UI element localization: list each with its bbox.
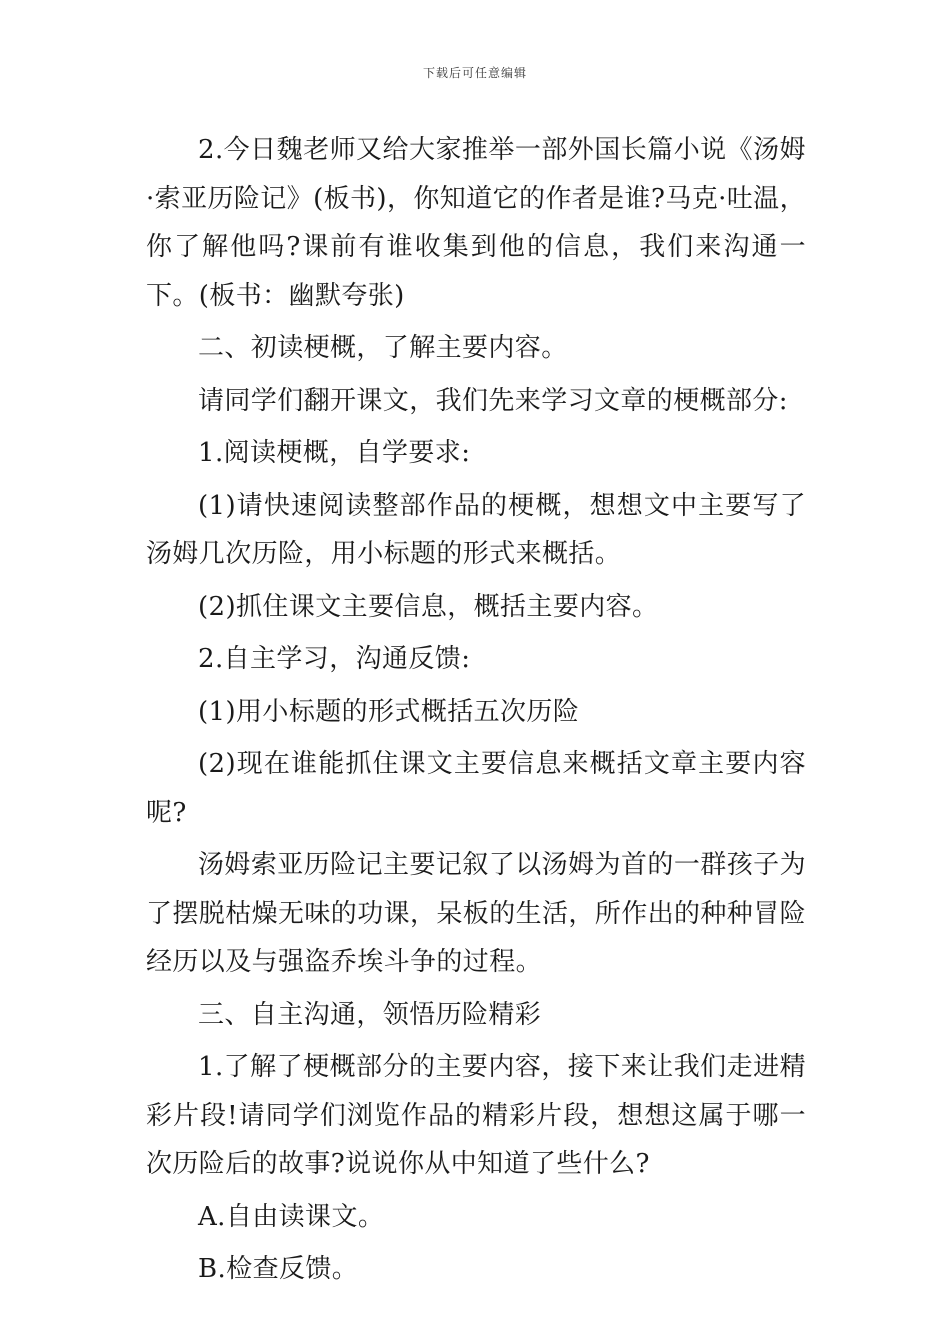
paragraph: 2.今日魏老师又给大家推举一部外国长篇小说《汤姆·索亚历险记》(板书)，你知道它的作者是谁?马克·吐温，你了解他吗?课前有谁收集到他的信息，我们来沟通一下。(板书：幽默夸张) [146,135,806,311]
section-heading: 二、初读梗概，了解主要内容。 [198,333,568,363]
paragraph: 汤姆索亚历险记主要记叙了以汤姆为首的一群孩子为了摆脱枯燥无味的功课，呆板的生活，所作出的种种冒险经历以及与强盗乔埃斗争的过程。 [146,850,807,977]
list-item: A.自由读课文。 [198,1201,385,1232]
section-heading: 三、自主沟通，领悟历险精彩 [198,999,542,1030]
page-header-note: 下载后可任意编辑 [422,66,527,80]
document-body [146,126,806,1298]
list-item: 2.自主学习，沟通反馈: [198,644,471,674]
paragraph: 1.了解了梗概部分的主要内容，接下来让我们走进精彩片段!请同学们浏览作品的精彩片段，想想这属于哪一次历险后的故事?说说你从中知道了些什么? [146,1052,806,1179]
list-item: B.检查反馈。 [198,1254,359,1284]
list-item: 1.阅读梗概，自学要求: [198,438,471,468]
paragraph: 请同学们翻开课文，我们先来学习文章的梗概部分: [198,385,788,416]
list-item: (2)抓住课文主要信息，概括主要内容。 [198,591,659,622]
list-item: (1)请快速阅读整部作品的梗概，想想文中主要写了汤姆几次历险，用小标题的形式来概括。 [146,490,806,569]
list-item: (1)用小标题的形式概括五次历险 [198,696,580,727]
list-item: (2)现在谁能抓住课文主要信息来概括文章主要内容呢? [146,749,806,828]
